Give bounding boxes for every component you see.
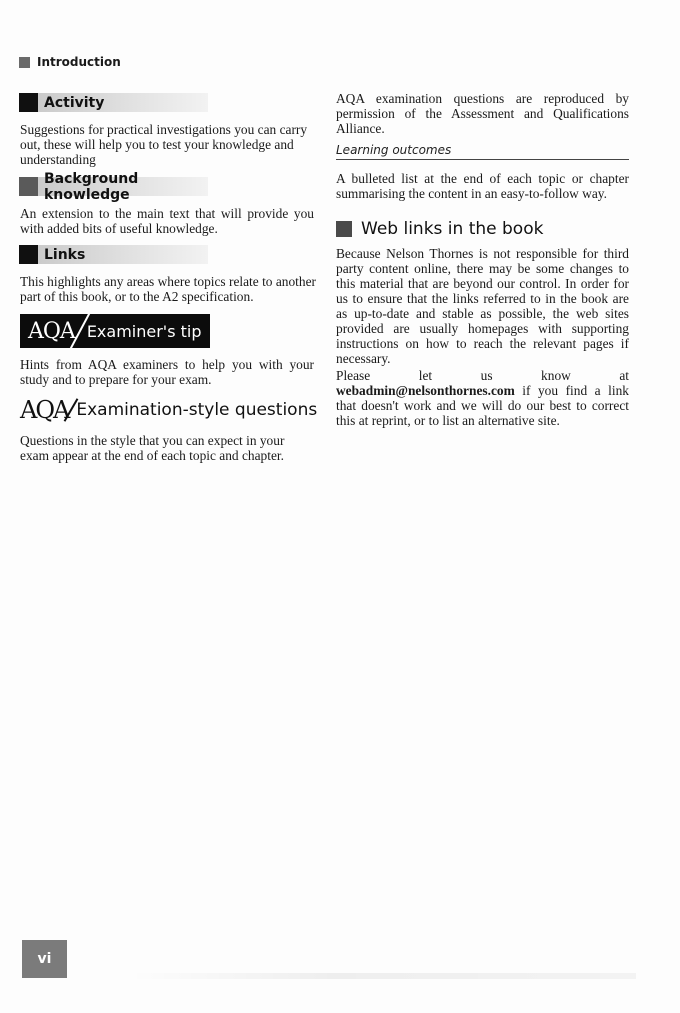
web-links-marker xyxy=(336,221,352,237)
activity-text: Suggestions for practical investigations you can carry out, these will help you to test your knowledge and understanding xyxy=(20,122,308,167)
activity-heading xyxy=(19,93,208,112)
links-marker xyxy=(19,245,38,264)
activity-heading-label: Activity xyxy=(44,94,105,111)
learning-outcomes-rule xyxy=(336,159,629,160)
examiners-tip-heading: Examiner's tip xyxy=(86,321,202,341)
aqa-logo: AQA xyxy=(20,396,69,424)
exam-questions-heading xyxy=(20,395,317,425)
learning-outcomes-text: A bulleted list at the end of each topic or chapter summarising the content in an easy-to-follow way. xyxy=(336,171,629,201)
links-heading-label: Links xyxy=(44,246,86,263)
section-marker xyxy=(19,57,30,68)
aqa-logo: AQA xyxy=(28,318,75,344)
web-links-text: Because Nelson Thornes is not responsible for third party content online, there may be some changes to this material that are beyond our control. In order for us to ensure that the links referred to in the book are as up-to-date and stable as possible, the web sites provided are usually homepages with supporting instructions on how to reach the relevant pages if necessary. xyxy=(336,246,629,366)
web-links-contact xyxy=(336,368,629,428)
examiners-tip-text: Hints from AQA examiners to help you with your study and to prepare for your exam. xyxy=(20,357,314,387)
background-knowledge-marker xyxy=(19,177,38,196)
links-text: This highlights any areas where topics relate to another part of this book, or to the A2 specification. xyxy=(20,274,316,304)
contact-suffix: if you find a link that doesn't work and we will do our best to correct this at reprint, or to list an alternative site. xyxy=(336,383,629,428)
exam-questions-heading-label: Examination-style questions xyxy=(76,400,318,420)
page-number: vi xyxy=(22,940,67,978)
web-links-heading xyxy=(336,219,543,239)
background-knowledge-heading xyxy=(19,170,208,203)
section-header xyxy=(19,54,121,70)
page-edge-shadow xyxy=(130,973,636,979)
contact-prefix: Please let us know at xyxy=(336,368,629,383)
examiners-tip-banner xyxy=(20,314,210,348)
contact-email-link[interactable]: webadmin@nelsonthornes.com xyxy=(336,383,515,398)
background-knowledge-text: An extension to the main text that will provide you with added bits of useful knowledge. xyxy=(20,206,314,236)
exam-questions-text: Questions in the style that you can expect in your exam appear at the end of each topic and chapter. xyxy=(20,433,285,463)
background-knowledge-heading-label: Background knowledge xyxy=(44,170,139,203)
links-heading xyxy=(19,245,208,264)
web-links-heading-label: Web links in the book xyxy=(361,219,544,239)
activity-marker xyxy=(19,93,38,112)
learning-outcomes-heading: Learning outcomes xyxy=(336,143,452,157)
aqa-permission-note: AQA examination questions are reproduced by permission of the Assessment and Qualifications Alliance. xyxy=(336,91,629,136)
section-title: Introduction xyxy=(37,55,121,69)
